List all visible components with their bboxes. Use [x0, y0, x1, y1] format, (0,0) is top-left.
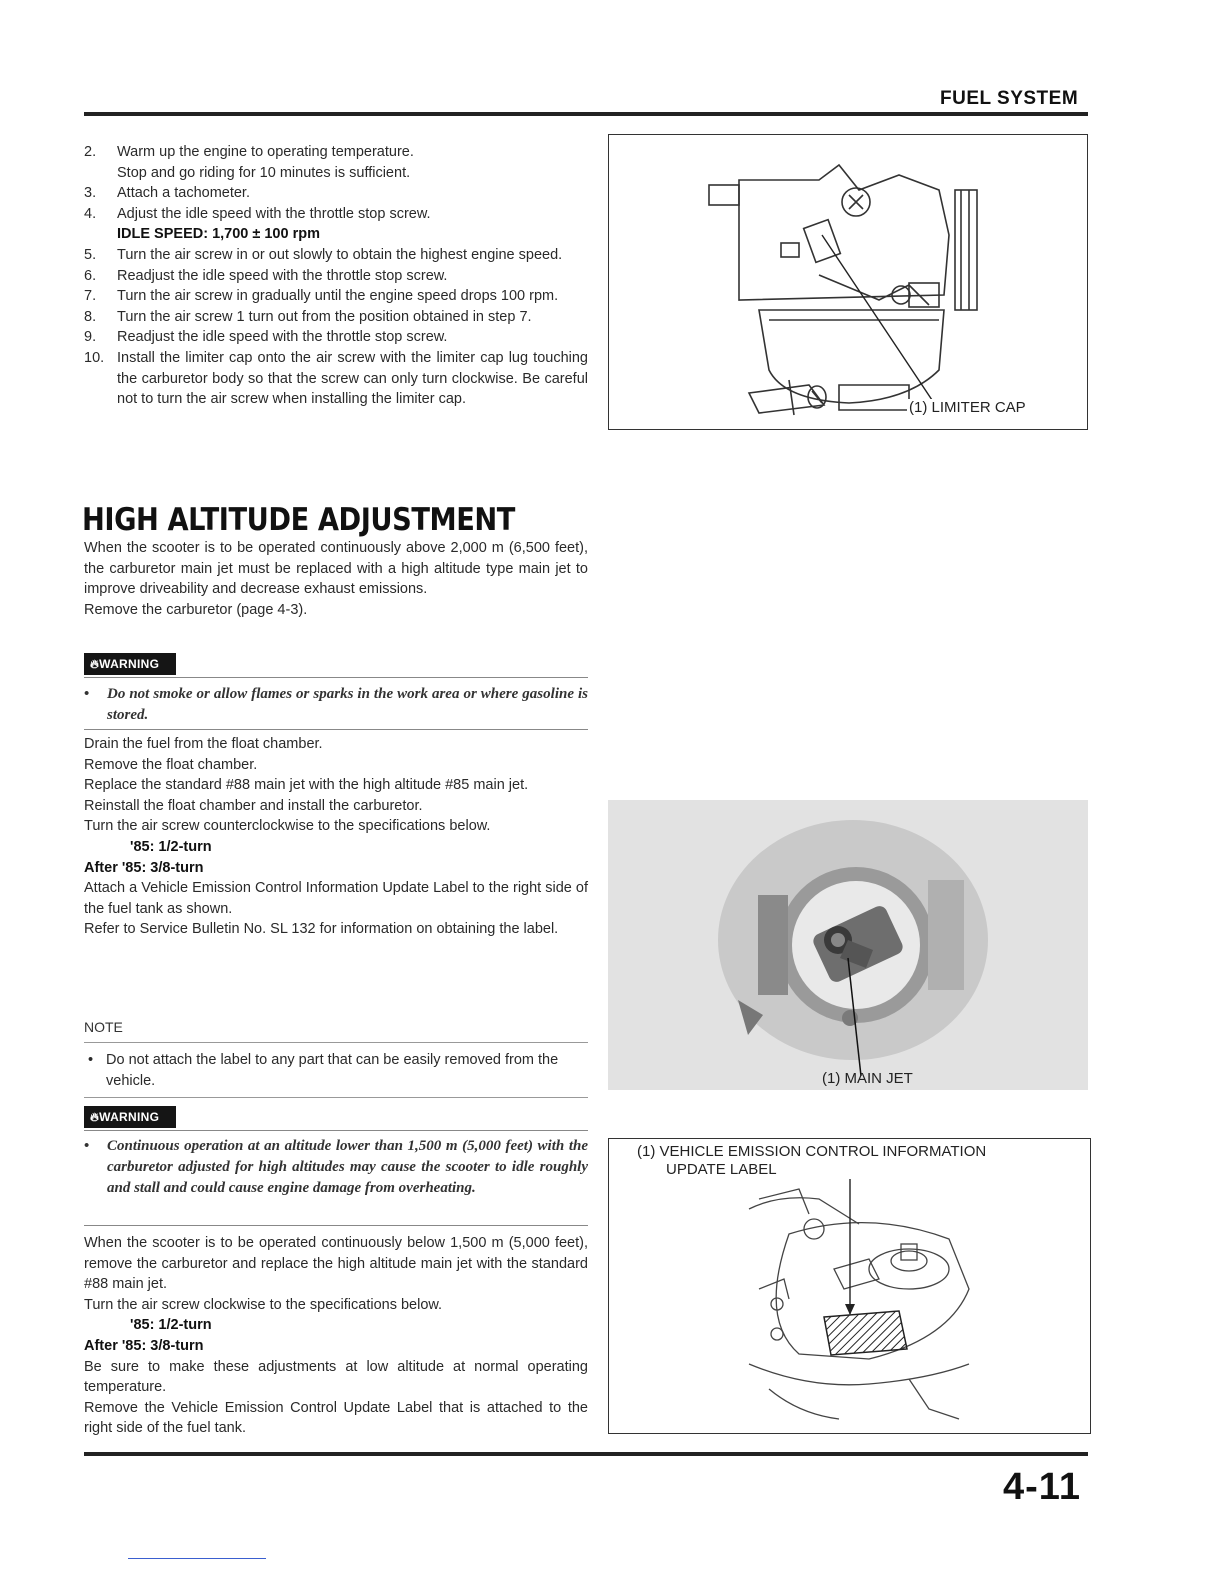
step-number: 4. [84, 205, 97, 222]
warning-flame-icon: 🔥︎ [90, 657, 100, 671]
note-bottom-rule [84, 1097, 588, 1098]
note-label: NOTE [84, 1019, 123, 1035]
step-number: 6. [84, 267, 97, 284]
step-number: 8. [84, 308, 97, 325]
adjustment-steps [84, 142, 588, 410]
step-item [84, 286, 588, 307]
air-screw-spec-after-1985: After '85: 3/8-turn [84, 859, 204, 876]
step-text: Warm up the engine to operating temperature. [117, 144, 414, 160]
bottom-divider [84, 1452, 1088, 1456]
step-text: Adjust the idle speed with the throttle stop screw. [117, 205, 431, 222]
step-item [84, 327, 588, 348]
step-text: Turn the air screw in gradually until the engine speed drops 100 rpm. [117, 288, 559, 305]
step-text: Attach a tachometer. [117, 185, 250, 202]
emission-label-callout: (1) VEHICLE EMISSION CONTROL INFORMATION [637, 1143, 987, 1160]
bullet: • [84, 686, 90, 702]
warning-bottom-rule [84, 1225, 588, 1226]
fuel-tank-illustration [609, 1139, 1090, 1433]
air-screw-spec-1985: '85: 1/2-turn [130, 838, 212, 855]
section-heading: HIGH ALTITUDE ADJUSTMENT [82, 502, 515, 538]
warning-badge-label: WARNING [99, 1110, 160, 1124]
step-number: 10. [84, 349, 105, 366]
step-number: 5. [84, 246, 97, 263]
step-text-continued: Stop and go riding for 10 minutes is sufficient. [117, 164, 411, 181]
step-text: Turn the air screw 1 turn out from the position obtained in step 7. [117, 308, 532, 325]
figure-limiter-cap [608, 134, 1088, 430]
note-message [84, 1050, 588, 1091]
procedure-line: Remove the Vehicle Emission Control Update Label that is attached to the right side of the fuel tank. [84, 1399, 588, 1437]
figure-emission-label [608, 1138, 1091, 1434]
warning-text: Do not smoke or allow flames or sparks in the work area or where gasoline is stored. [107, 686, 588, 723]
page-section-title: FUEL SYSTEM [940, 88, 1079, 109]
remove-carburetor-text: Remove the carburetor (page 4-3). [84, 601, 308, 618]
procedure-line: Refer to Service Bulletin No. SL 132 for information on obtaining the label. [84, 921, 559, 938]
section-intro [84, 538, 588, 620]
warning-message [84, 684, 588, 726]
procedure-low-altitude [84, 1233, 588, 1439]
step-number: 2. [84, 144, 97, 160]
warning-top-rule [84, 1130, 588, 1131]
procedure-line: Attach a Vehicle Emission Control Information Update Label to the right side of the fuel tank as shown. [84, 880, 588, 917]
procedure-line: Remove the float chamber. [84, 756, 258, 773]
warning-badge [84, 653, 176, 675]
step-number: 9. [84, 329, 97, 346]
step-item [84, 348, 588, 410]
leader-line [822, 235, 934, 403]
warning-top-rule [84, 677, 588, 678]
warning-text: Continuous operation at an altitude lower than 1,500 m (5,000 feet) with the carburetor adjusted for high altitudes may cause the scooter to idle roughly and stall and could cause engine damage from overheating. [107, 1138, 588, 1196]
step-number: 3. [84, 185, 97, 202]
procedure-line: When the scooter is to be operated continuously below 1,500 m (5,000 feet), remove the carburetor and replace the high altitude main jet with the standard #88 main jet. [84, 1235, 588, 1293]
intro-paragraph: When the scooter is to be operated continuously above 2,000 m (6,500 feet), the carburetor main jet must be replaced with a high altitude type main jet to improve driveability and decrease exhaust emissions. [84, 540, 588, 598]
step-text: Install the limiter cap onto the air screw with the limiter cap lug touching the carburetor body so that the screw can only turn clockwise. Be careful not to turn the air screw when installing the limiter cap. [117, 349, 588, 408]
main-jet-callout: (1) MAIN JET [822, 1070, 913, 1087]
procedure-line: Turn the air screw counterclockwise to the specifications below. [84, 818, 491, 835]
bullet: • [88, 1052, 94, 1068]
air-screw-spec-1985: '85: 1/2-turn [130, 1317, 212, 1334]
procedure-line: Reinstall the float chamber and install the carburetor. [84, 797, 423, 814]
procedure-line: Be sure to make these adjustments at low altitude at normal operating temperature. [84, 1358, 588, 1396]
note-text: Do not attach the label to any part that can be easily removed from the vehicle. [106, 1052, 559, 1089]
warning-badge-label: WARNING [99, 657, 160, 671]
step-item [84, 142, 588, 183]
procedure-line: Replace the standard #88 main jet with the high altitude #85 main jet. [84, 777, 529, 794]
scan-artifact-line [128, 1558, 266, 1559]
page-number: 4-11 [1003, 1466, 1081, 1508]
step-text: Readjust the idle speed with the throttle stop screw. [117, 329, 448, 346]
carburetor-limiter-cap-illustration [609, 135, 1087, 429]
warning-message [84, 1136, 588, 1199]
step-item [84, 204, 588, 245]
warning-bottom-rule [84, 729, 588, 730]
procedure-high-altitude [84, 734, 588, 940]
limiter-cap-callout: (1) LIMITER CAP [909, 399, 1026, 416]
figure-main-jet [608, 800, 1088, 1090]
emission-label-callout-line2: UPDATE LABEL [666, 1161, 777, 1178]
warning-badge [84, 1106, 176, 1128]
procedure-line: Turn the air screw clockwise to the specifications below. [84, 1296, 443, 1313]
idle-speed-spec: IDLE SPEED: 1,700 ± 100 rpm [117, 226, 320, 243]
warning-flame-icon: 🔥︎ [90, 1110, 100, 1124]
step-item [84, 266, 588, 287]
bullet: • [84, 1138, 90, 1154]
procedure-line: Drain the fuel from the float chamber. [84, 736, 323, 752]
air-screw-spec-after-1985: After '85: 3/8-turn [84, 1337, 204, 1354]
carburetor-main-jet-photo [608, 800, 1088, 1090]
step-item [84, 245, 588, 266]
step-number: 7. [84, 288, 97, 305]
step-text: Readjust the idle speed with the throttle stop screw. [117, 267, 448, 284]
step-item [84, 183, 588, 204]
step-item [84, 307, 588, 328]
note-top-rule [84, 1042, 588, 1043]
step-text: Turn the air screw in or out slowly to obtain the highest engine speed. [117, 246, 563, 263]
top-divider [84, 112, 1088, 116]
